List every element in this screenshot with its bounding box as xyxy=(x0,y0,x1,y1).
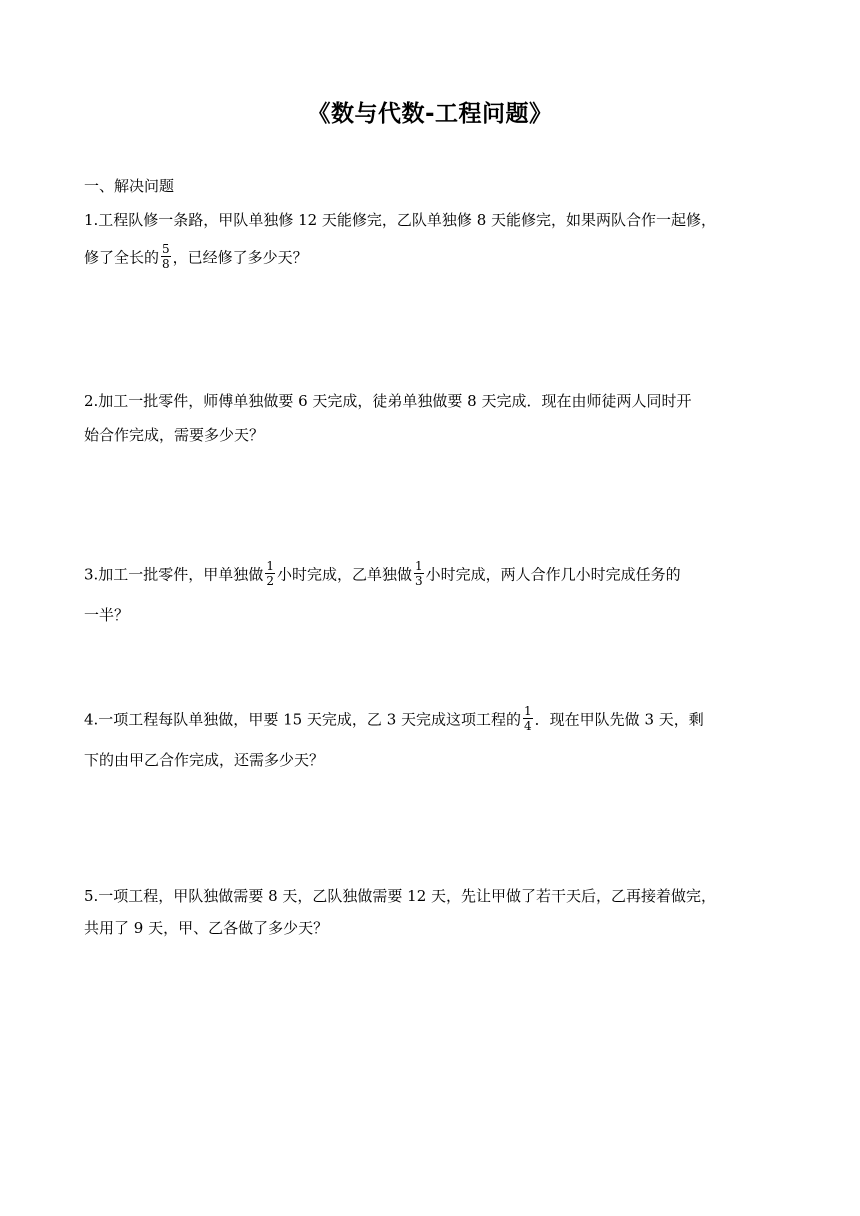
question-3-text: 小时完成，两人合作几小时完成任务的 xyxy=(425,565,681,584)
fraction xyxy=(414,559,424,588)
fraction-numerator: 1 xyxy=(414,559,423,573)
page-title: 《数与代数-工程问题》 xyxy=(307,101,553,127)
fraction-denominator: 2 xyxy=(266,574,274,588)
fraction-numerator: 5 xyxy=(162,242,170,256)
question-4-text: ．现在甲队先做 3 天，剩 xyxy=(534,710,704,729)
question-2-line-2: 始合作完成，需要多少天？ xyxy=(84,426,265,444)
fraction-denominator: 8 xyxy=(162,257,170,271)
fraction-denominator: 3 xyxy=(414,574,423,588)
question-1-text: 修了全长的 xyxy=(84,248,160,267)
question-3-line-2: 一半？ xyxy=(84,606,130,624)
question-4-line-1 xyxy=(84,704,704,733)
question-4-text: 4.一项工程每队单独做，甲要 15 天完成，乙 3 天完成这项工程的 xyxy=(84,710,522,729)
question-1-text: ，已经修了多少天？ xyxy=(172,248,308,267)
question-5-line-1: 5.一项工程，甲队独做需要 8 天，乙队独做需要 12 天，先让甲做了若干天后，乙再接着做完， xyxy=(84,887,717,905)
fraction xyxy=(523,704,533,733)
fraction-denominator: 4 xyxy=(524,719,532,733)
question-3-line-1 xyxy=(84,559,681,588)
fraction xyxy=(161,242,171,271)
question-5-line-2: 共用了 9 天，甲、乙各做了多少天？ xyxy=(84,919,329,937)
section-heading: 一、解决问题 xyxy=(84,177,175,195)
question-3-text: 小时完成，乙单独做 xyxy=(276,565,412,584)
fraction xyxy=(265,559,275,588)
question-2-line-1: 2.加工一批零件，师傅单独做要 6 天完成，徒弟单独做要 8 天完成．现在由师徒两人同时开 xyxy=(84,392,692,410)
question-4-line-2: 下的由甲乙合作完成，还需多少天？ xyxy=(84,751,325,769)
question-1-line-1: 1.工程队修一条路，甲队单独修 12 天能修完，乙队单独修 8 天能修完，如果两队合作一起修， xyxy=(84,211,717,229)
fraction-numerator: 1 xyxy=(266,559,274,573)
fraction-numerator: 1 xyxy=(524,704,532,718)
question-3-text: 3.加工一批零件，甲单独做 xyxy=(84,565,264,584)
question-1-line-2 xyxy=(84,242,308,271)
